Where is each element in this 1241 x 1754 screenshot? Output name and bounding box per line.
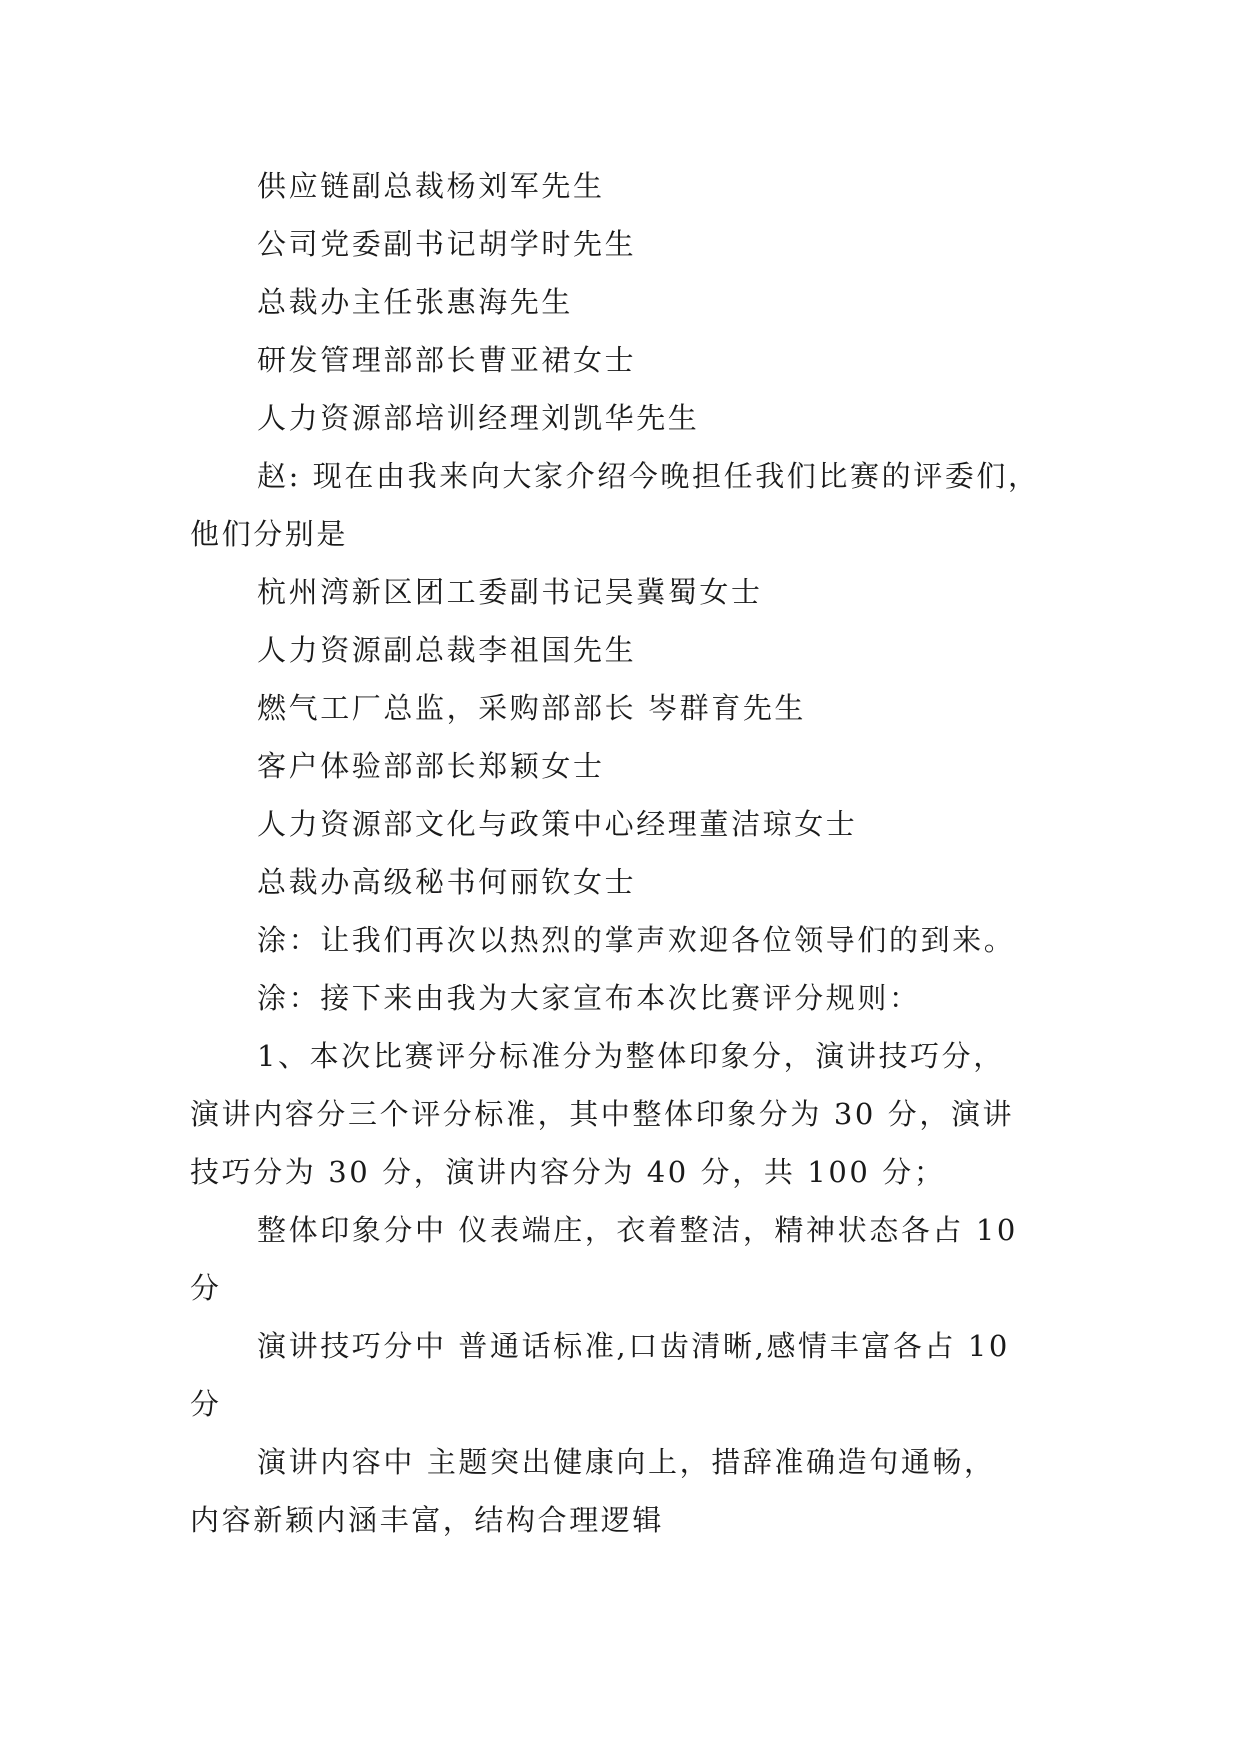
text-line: 总裁办高级秘书何丽钦女士 [257, 865, 637, 899]
text-line: 供应链副总裁杨刘军先生 [257, 169, 605, 203]
text-line: 分 [190, 1271, 222, 1305]
text-line: 涂：接下来由我为大家宣布本次比赛评分规则： [257, 981, 921, 1015]
text-line: 研发管理部部长曹亚裙女士 [257, 343, 637, 377]
text-line: 人力资源副总裁李祖国先生 [257, 633, 637, 667]
text-line: 技巧分为 30 分，演讲内容分为 40 分，共 100 分； [190, 1155, 946, 1189]
text-line: 燃气工厂总监，采购部部长 岑群育先生 [257, 691, 807, 725]
text-line: 演讲内容分三个评分标准，其中整体印象分为 30 分，演讲 [190, 1097, 1015, 1131]
text-line: 客户体验部部长郑颖女士 [257, 749, 605, 783]
text-line: 演讲技巧分中 普通话标准,口齿清晰,感情丰富各占 10 [257, 1329, 1010, 1363]
text-line: 杭州湾新区团工委副书记吴冀蜀女士 [257, 575, 763, 609]
text-line: 整体印象分中 仪表端庄，衣着整洁，精神状态各占 10 [257, 1213, 1018, 1247]
text-line: 人力资源部文化与政策中心经理董洁琼女士 [257, 807, 858, 841]
text-line: 分 [190, 1387, 222, 1421]
text-line: 内容新颖内涵丰富，结构合理逻辑 [190, 1503, 665, 1537]
text-line: 他们分别是 [190, 517, 349, 551]
text-line: 1、本次比赛评分标准分为整体印象分，演讲技巧分， [257, 1039, 1005, 1073]
text-line: 涂：让我们再次以热烈的掌声欢迎各位领导们的到来。 [257, 923, 1016, 957]
text-line: 公司党委副书记胡学时先生 [257, 227, 637, 261]
text-line: 赵: 现在由我来向大家介绍今晚担任我们比赛的评委们， [257, 459, 1040, 493]
text-line: 演讲内容中 主题突出健康向上，措辞准确造句通畅， [257, 1445, 996, 1479]
text-line: 人力资源部培训经理刘凯华先生 [257, 401, 700, 435]
text-line: 总裁办主任张惠海先生 [257, 285, 574, 319]
